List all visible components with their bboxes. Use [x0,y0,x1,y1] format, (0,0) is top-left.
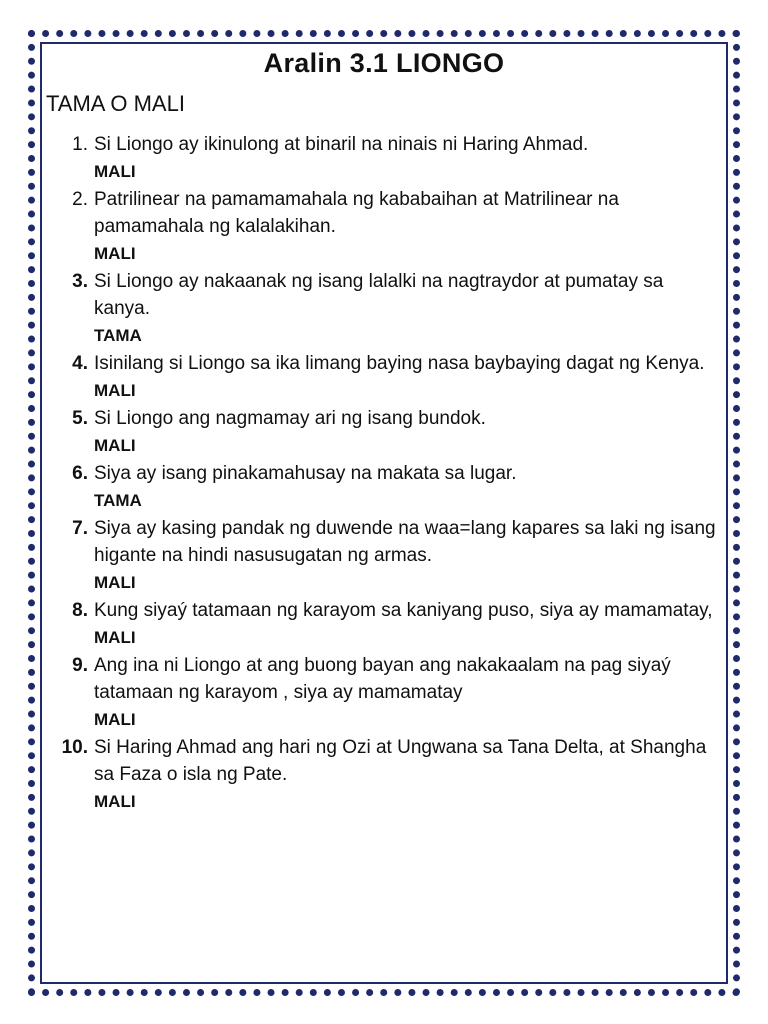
list-item [46,405,722,460]
list-item [46,734,722,816]
item-number: 3. [72,271,88,292]
item-text: Si Liongo ay ikinulong at binaril na ninais ni Haring Ahmad. [94,134,589,155]
question-list [46,131,722,816]
list-item [46,131,722,186]
item-text: Siya ay isang pinakamahusay na makata sa lugar. [94,463,517,484]
document-body [46,46,722,976]
item-text: Si Liongo ang nagmamay ari ng isang bundok. [94,408,486,429]
item-answer: MALI [94,244,136,263]
item-text: Si Haring Ahmad ang hari ng Ozi at Ungwana sa Tana Delta, at Shangha sa Faza o isla ng Pate. [94,737,707,785]
item-answer: MALI [94,162,136,181]
list-item [46,268,722,350]
item-text: Si Liongo ay nakaanak ng isang lalalki na nagtraydor at pumatay sa kanya. [94,271,664,319]
item-number: 8. [72,600,88,621]
item-answer: MALI [94,628,136,647]
list-item [46,350,722,405]
item-number: 1. [72,134,88,155]
list-item [46,460,722,515]
item-answer: TAMA [94,326,142,345]
item-answer: MALI [94,792,136,811]
item-text: Ang ina ni Liongo at ang buong bayan ang nakakaalam na pag siyaý tatamaan ng karayom , siya ay mamamatay [94,655,671,703]
item-text: Kung siyaý tatamaan ng karayom sa kaniyang puso, siya ay mamamatay, [94,600,713,621]
item-number: 4. [72,353,88,374]
item-answer: MALI [94,436,136,455]
item-answer: MALI [94,710,136,729]
list-item [46,515,722,597]
list-item [46,652,722,734]
item-text: Isinilang si Liongo sa ika limang baying nasa baybaying dagat ng Kenya. [94,353,705,374]
item-number: 5. [72,408,88,429]
item-number: 7. [72,518,88,539]
item-number: 9. [72,655,88,676]
item-answer: MALI [94,573,136,592]
item-answer: MALI [94,381,136,400]
section-heading: TAMA O MALI [46,91,185,116]
item-text: Patrilinear na pamamamahala ng kababaihan at Matrilinear na pamamahala ng kalalakihan. [94,189,619,237]
page-title: Aralin 3.1 LIONGO [263,48,505,78]
list-item [46,597,722,652]
item-answer: TAMA [94,491,142,510]
list-item [46,186,722,268]
item-number: 2. [72,189,88,210]
item-number: 6. [72,463,88,484]
item-text: Siya ay kasing pandak ng duwende na waa=lang kapares sa laki ng isang higante na hindi nasusugatan ng armas. [94,518,716,566]
item-number: 10. [61,737,88,758]
